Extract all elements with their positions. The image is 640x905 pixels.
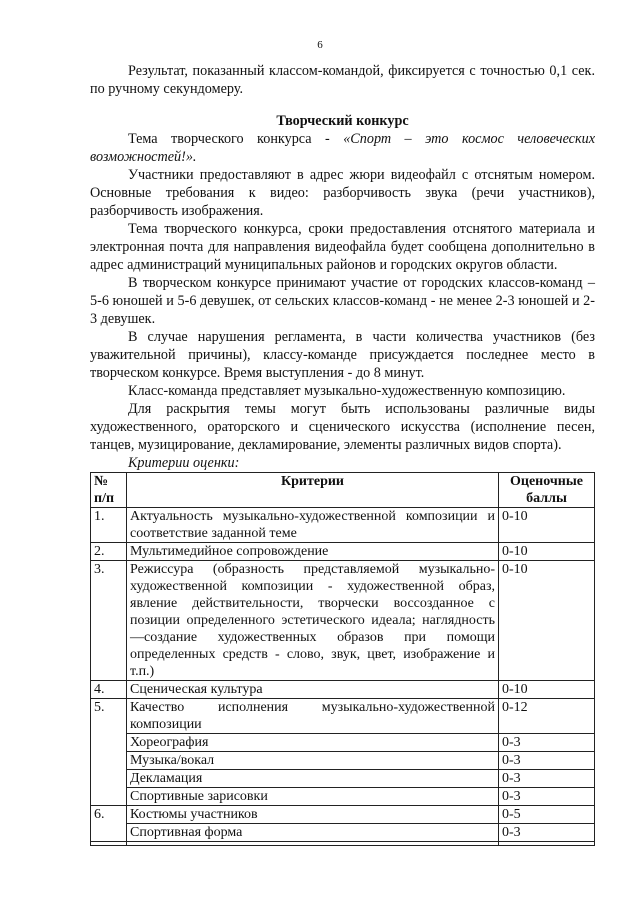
row-number: 6. bbox=[91, 806, 127, 842]
table-subrow bbox=[91, 788, 595, 806]
spacer-cell bbox=[499, 842, 595, 846]
paragraph: В творческом конкурсе принимают участие от городских классов-команд – 5-6 юношей и 5-6 девушек, от сельских классов-команд - не менее 2-3 юношей и 2-3 девушек. bbox=[90, 275, 595, 327]
row-criterion: Мультимедийное сопровождение bbox=[127, 543, 499, 561]
table-row bbox=[91, 543, 595, 561]
table-subrow bbox=[91, 752, 595, 770]
subrow-score: 0-3 bbox=[499, 788, 595, 806]
subrow-score: 0-3 bbox=[499, 824, 595, 842]
table-row bbox=[91, 508, 595, 543]
header-score: Оценочные баллы bbox=[499, 473, 595, 508]
theme-paragraph bbox=[90, 130, 595, 166]
row-score: 0-10 bbox=[499, 561, 595, 681]
criteria-table bbox=[90, 472, 595, 846]
table-bottom-spacer bbox=[91, 842, 595, 846]
spacer-cell bbox=[91, 842, 127, 846]
table-subrow bbox=[91, 734, 595, 752]
table-row bbox=[91, 699, 595, 734]
table-row bbox=[91, 561, 595, 681]
subrow-score: 0-3 bbox=[499, 752, 595, 770]
subrow-criterion: Музыка/вокал bbox=[127, 752, 499, 770]
paragraph: Класс-команда представляет музыкально-художественную композицию. bbox=[128, 383, 566, 399]
document-body bbox=[90, 62, 595, 846]
table-row bbox=[91, 681, 595, 699]
table-row bbox=[91, 806, 595, 824]
theme-prefix: Тема творческого конкурса - bbox=[128, 131, 344, 147]
criteria-caption: Критерии оценки: bbox=[128, 455, 240, 471]
paragraph: Участники предоставляют в адрес жюри видеофайл с отснятым номером. Основные требования к видео: разборчивость звука (речи участников), разборчивость изображения. bbox=[90, 167, 595, 219]
header-number: № п/п bbox=[91, 473, 127, 508]
row-score: 0-10 bbox=[499, 543, 595, 561]
spacer-cell bbox=[127, 842, 499, 846]
row-score: 0-10 bbox=[499, 508, 595, 543]
result-paragraph: Результат, показанный классом-командой, фиксируется с точностью 0,1 сек. по ручному секундомеру. bbox=[90, 63, 595, 97]
section-heading: Творческий конкурс bbox=[276, 113, 409, 129]
row-number: 3. bbox=[91, 561, 127, 681]
theme-quote: «Спорт – это космос человеческих возможностей!». bbox=[90, 131, 595, 165]
subrow-criterion: Спортивные зарисовки bbox=[127, 788, 499, 806]
row-criterion: Режиссура (образность представляемой музыкально-художественной композиции - художественной образ, явление действительности, творчески воссозданное с позиции определенного эстетического идеала; наглядность —создание художественных образов при помощи определенных средств - слово, звук, цвет, изображение и т.п.) bbox=[127, 561, 499, 681]
paragraph: В случае нарушения регламента, в части количества участников (без уважительной причины), классу-команде присуждается последнее место в творческом конкурсе. Время выступления - до 8 минут. bbox=[90, 329, 595, 381]
header-criteria: Критерии bbox=[127, 473, 499, 508]
row-number: 5. bbox=[91, 699, 127, 806]
row-criterion: Костюмы участников bbox=[127, 806, 499, 824]
table-subrow bbox=[91, 824, 595, 842]
subrow-criterion: Спортивная форма bbox=[127, 824, 499, 842]
subrow-criterion: Декламация bbox=[127, 770, 499, 788]
row-number: 2. bbox=[91, 543, 127, 561]
row-score: 0-10 bbox=[499, 681, 595, 699]
row-number: 1. bbox=[91, 508, 127, 543]
row-criterion: Сценическая культура bbox=[127, 681, 499, 699]
paragraph: Для раскрытия темы могут быть использованы различные виды художественного, ораторского и сценического искусства (исполнение песен, танцев, музицирование, декламирование, элементы различных видов спорта). bbox=[90, 401, 595, 453]
row-number: 4. bbox=[91, 681, 127, 699]
subrow-score: 0-3 bbox=[499, 734, 595, 752]
row-criterion: Качество исполнения музыкально-художественной композиции bbox=[127, 699, 499, 734]
table-header-row bbox=[91, 473, 595, 508]
row-criterion: Актуальность музыкально-художественной композиции и соответствие заданной теме bbox=[127, 508, 499, 543]
row-score: 0-5 bbox=[499, 806, 595, 824]
paragraph: Тема творческого конкурса, сроки предоставления отснятого материала и электронная почта для направления видеофайла будет сообщена дополнительно в адрес администраций муниципальных районов и городских округов области. bbox=[90, 221, 595, 273]
page-number: 6 bbox=[317, 39, 323, 51]
subrow-score: 0-3 bbox=[499, 770, 595, 788]
table-subrow bbox=[91, 770, 595, 788]
row-score: 0-12 bbox=[499, 699, 595, 734]
subrow-criterion: Хореография bbox=[127, 734, 499, 752]
